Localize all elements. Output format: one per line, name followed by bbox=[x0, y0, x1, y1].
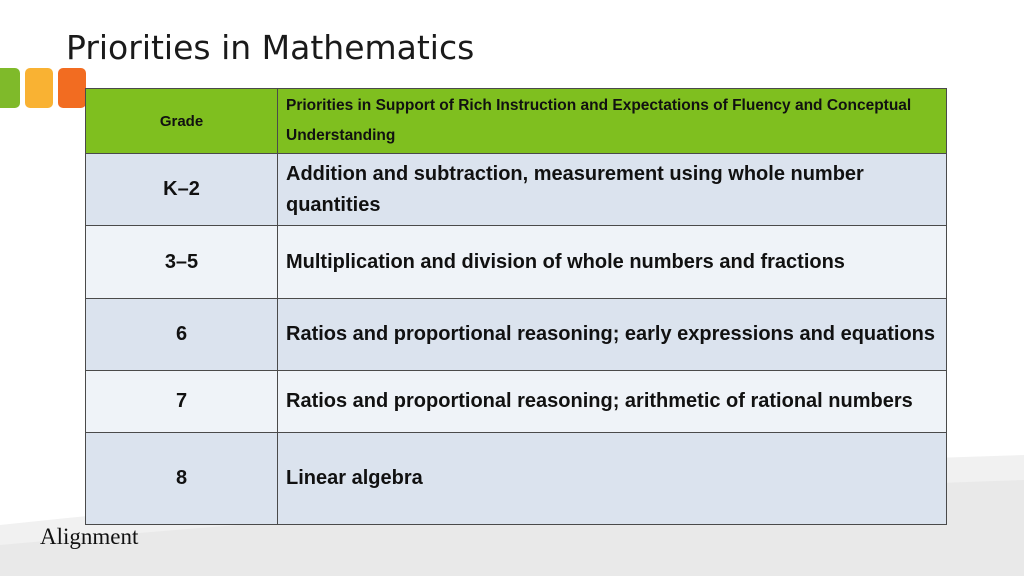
table-row bbox=[86, 226, 947, 299]
orange-square-icon bbox=[58, 68, 86, 108]
footer-label: Alignment bbox=[40, 524, 139, 549]
priority-cell: Multiplication and division of whole numbers and fractions bbox=[278, 226, 947, 299]
table-row bbox=[86, 299, 947, 371]
priority-cell: Linear algebra bbox=[278, 433, 947, 525]
header-priorities: Priorities in Support of Rich Instruction and Expectations of Fluency and Conceptual Understanding bbox=[278, 89, 947, 154]
header-grade: Grade bbox=[86, 89, 278, 154]
priority-cell: Ratios and proportional reasoning; early expressions and equations bbox=[278, 299, 947, 371]
grade-cell: K–2 bbox=[86, 154, 278, 226]
grade-cell: 3–5 bbox=[86, 226, 278, 299]
table-row bbox=[86, 154, 947, 226]
priority-cell: Addition and subtraction, measurement using whole number quantities bbox=[278, 154, 947, 226]
table-row bbox=[86, 433, 947, 525]
table-row bbox=[86, 371, 947, 433]
priorities-table bbox=[85, 88, 947, 525]
priority-cell: Ratios and proportional reasoning; arithmetic of rational numbers bbox=[278, 371, 947, 433]
table-header-row bbox=[86, 89, 947, 154]
grade-cell: 7 bbox=[86, 371, 278, 433]
grade-cell: 8 bbox=[86, 433, 278, 525]
yellow-square-icon bbox=[25, 68, 53, 108]
slide-title: Priorities in Mathematics bbox=[66, 28, 475, 67]
grade-cell: 6 bbox=[86, 299, 278, 371]
green-square-icon bbox=[0, 68, 20, 108]
